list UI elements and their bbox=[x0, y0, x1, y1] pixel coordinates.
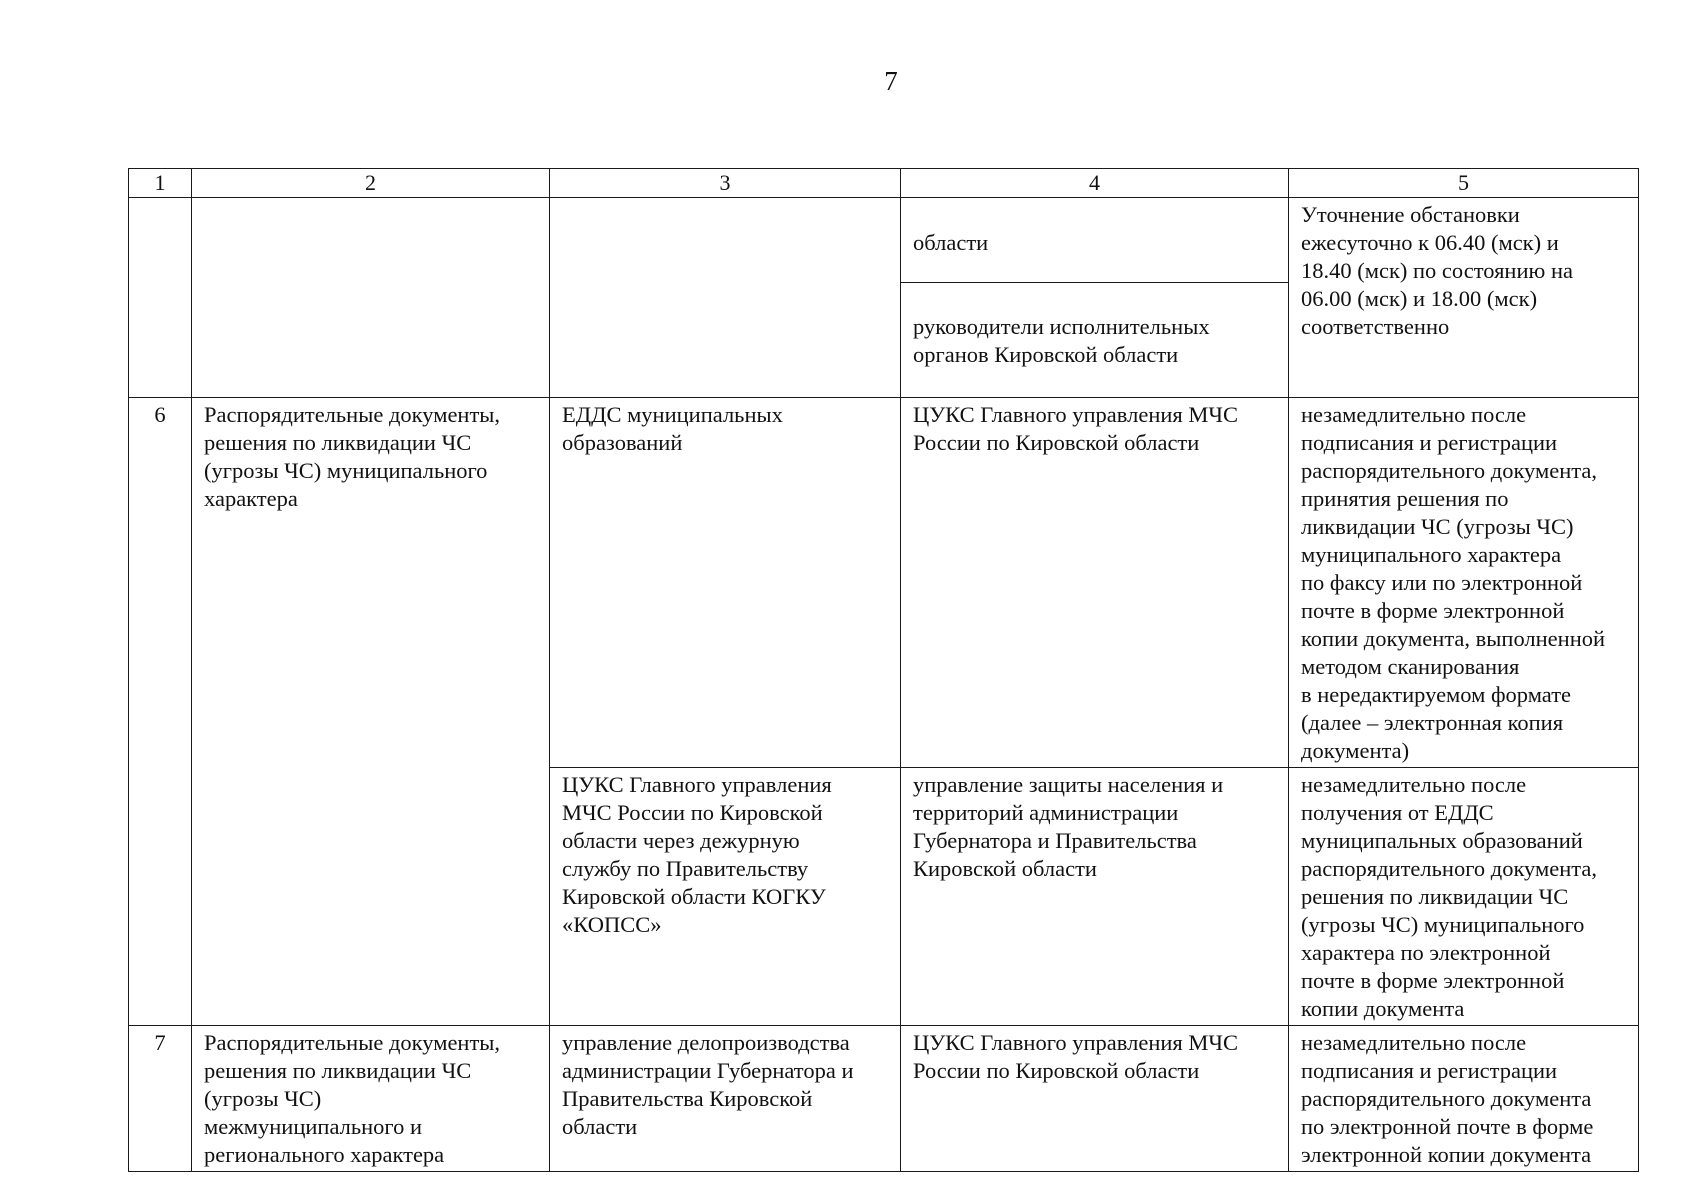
recipient-cell: ЦУКС Главного управления МЧС России по Кировской области bbox=[901, 1026, 1289, 1172]
recipient-cell bbox=[901, 198, 1289, 398]
column-header-5: 5 bbox=[1289, 169, 1639, 198]
page-number: 7 bbox=[884, 66, 898, 96]
row-number-cell bbox=[129, 198, 192, 398]
timing-cell: незамедлительно после получения от ЕДДС муниципальных образований распорядительного документа, решения по ликвидации ЧС (угрозы ЧС) муниципального характера по электронной почте в форме электронной копии документа bbox=[1289, 768, 1639, 1026]
document-cell: Распорядительные документы, решения по ликвидации ЧС (угрозы ЧС) муниципального характера bbox=[192, 398, 550, 1026]
timing-cell: незамедлительно после подписания и регистрации распорядительного документа по электронной почте в форме электронной копии документа bbox=[1289, 1026, 1639, 1172]
row-number-cell: 6 bbox=[129, 398, 192, 1026]
sender-cell: ЦУКС Главного управления МЧС России по Кировской области через дежурную службу по Правительству Кировской области КОГКУ «КОПСС» bbox=[550, 768, 901, 1026]
notification-table bbox=[128, 168, 1639, 1172]
document-cell bbox=[192, 198, 550, 398]
column-header-4: 4 bbox=[901, 169, 1289, 198]
sender-cell: управление делопроизводства администрации Губернатора и Правительства Кировской области bbox=[550, 1026, 901, 1172]
table-row-6 bbox=[129, 398, 1639, 768]
column-header-1: 1 bbox=[129, 169, 192, 198]
sender-cell bbox=[550, 198, 901, 398]
recipient-cell: управление защиты населения и территорий администрации Губернатора и Правительства Кировской области bbox=[901, 768, 1289, 1026]
recipient-top-text: области bbox=[901, 226, 1288, 283]
table-row-continuation bbox=[129, 198, 1639, 398]
timing-cell: Уточнение обстановки ежесуточно к 06.40 (мск) и 18.40 (мск) по состоянию на 06.00 (мск) и 18.00 (мск) соответственно bbox=[1289, 198, 1639, 398]
row-number-cell: 7 bbox=[129, 1026, 192, 1172]
timing-cell: незамедлительно после подписания и регистрации распорядительного документа, принятия решения по ликвидации ЧС (угрозы ЧС) муниципального характера по факсу или по электронной почте в форме электронной копии документа, выполненной методом сканирования в нередактируемом формате (далее – электронная копия документа) bbox=[1289, 398, 1639, 768]
table-header-row bbox=[129, 169, 1639, 198]
column-header-2: 2 bbox=[192, 169, 550, 198]
recipient-cell: ЦУКС Главного управления МЧС России по Кировской области bbox=[901, 398, 1289, 768]
recipient-bottom-text: руководители исполнительных органов Кировской области bbox=[913, 314, 1210, 367]
document-cell: Распорядительные документы, решения по ликвидации ЧС (угрозы ЧС) межмуниципального и регионального характера bbox=[192, 1026, 550, 1172]
column-header-3: 3 bbox=[550, 169, 901, 198]
table-row-7 bbox=[129, 1026, 1639, 1172]
sender-cell: ЕДДС муниципальных образований bbox=[550, 398, 901, 768]
